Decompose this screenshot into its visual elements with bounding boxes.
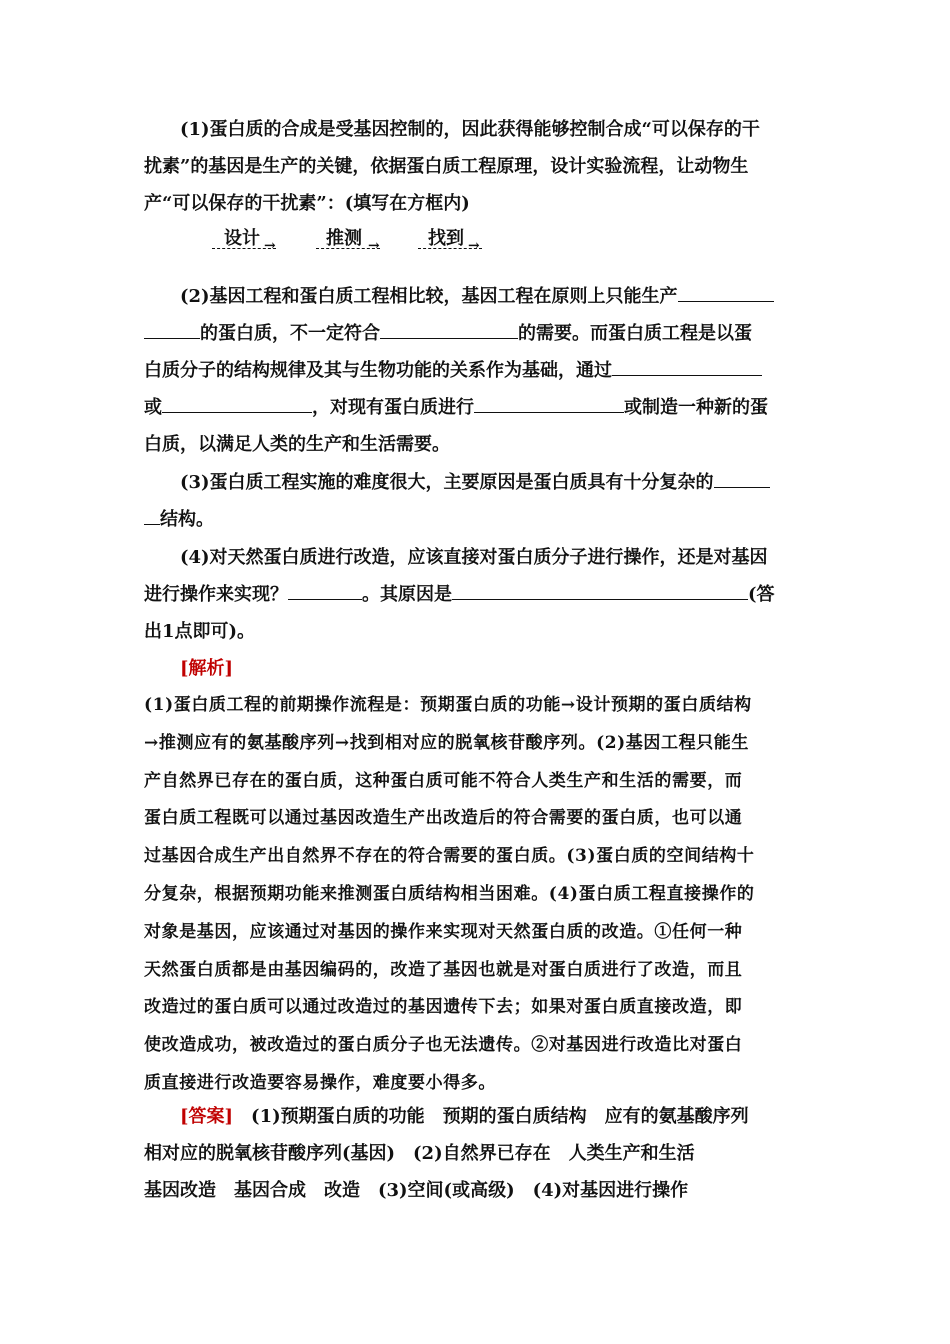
flow-step-design: 设计 [224, 228, 260, 249]
answer-blank[interactable] [380, 316, 518, 339]
answer-block [144, 1098, 804, 1209]
question-3 [144, 464, 804, 538]
analysis-line: 质直接进行改造要容易操作，难度要小得多。 [144, 1072, 496, 1093]
text-line: 产“可以保存的干扰素”：(填写在方框内) [144, 193, 470, 214]
text-line: (4)对天然蛋白质进行改造，应该直接对蛋白质分子进行操作，还是对基因 [180, 547, 768, 568]
analysis-line: 产自然界已存在的蛋白质，这种蛋白质可能不符合人类生产和生活的需要，而 [144, 770, 743, 791]
analysis-text [144, 687, 814, 1103]
arrow-right-icon: → [264, 238, 276, 254]
flow-step-infer: 推测 [326, 228, 362, 249]
answer-blank[interactable] [162, 390, 312, 413]
text-line: [答案] (1)预期蛋白质的功能 预期的蛋白质结构 应有的氨基酸序列 [180, 1106, 749, 1127]
text-line: 的蛋白质，不一定符合 的需要。而蛋白质工程是以蛋 [144, 315, 804, 352]
question-2 [144, 278, 804, 463]
text-line: (2)基因工程和蛋白质工程相比较，基因工程在原则上只能生产 [144, 278, 804, 315]
analysis-line: 过基因合成生产出自然界不存在的符合需要的蛋白质。(3)蛋白质的空间结构十 [144, 846, 755, 867]
text-line: 结构。 [144, 501, 804, 538]
analysis-label: [解析] [180, 658, 234, 679]
text-line: (1)蛋白质的合成是受基因控制的，因此获得能够控制合成“可以保存的干 [180, 119, 760, 140]
text-line: 基因改造 基因合成 改造 (3)空间(或高级) (4)对基因进行操作 [144, 1180, 689, 1201]
question-1 [144, 111, 804, 222]
analysis-line: 改造过的蛋白质可以通过改造过的基因遗传下去；如果对蛋白质直接改造，即 [144, 997, 743, 1018]
answer-blank[interactable] [288, 577, 362, 600]
answer-label: [答案] [180, 1106, 234, 1127]
text-line: 或 ，对现有蛋白质进行 或制造一种新的蛋 [144, 389, 804, 426]
analysis-line: 分复杂，根据预期功能来推测蛋白质结构相当困难。(4)蛋白质工程直接操作的 [144, 883, 755, 904]
text-line: 进行操作来实现？ 。其原因是 (答 [144, 576, 804, 613]
text-line: 白质分子的结构规律及其与生物功能的关系作为基础，通过 [144, 352, 804, 389]
analysis-line: 蛋白质工程既可以通过基因改造生产出改造后的符合需要的蛋白质，也可以通 [144, 808, 743, 829]
flow-diagram [210, 224, 510, 260]
text-line: 相对应的脱氧核苷酸序列(基因) (2)自然界已存在 人类生产和生活 [144, 1143, 695, 1164]
answer-blank[interactable] [678, 279, 774, 302]
analysis-heading [144, 650, 804, 687]
analysis-line: →推测应有的氨基酸序列→找到相对应的脱氧核苷酸序列。(2)基因工程只能生 [144, 732, 750, 753]
text-line: (3)蛋白质工程实施的难度很大，主要原因是蛋白质具有十分复杂的 [144, 464, 804, 501]
text-line: 白质，以满足人类的生产和生活需要。 [144, 434, 450, 455]
analysis-line: 使改造成功，被改造过的蛋白质分子也无法遗传。②对基因进行改造比对蛋白 [144, 1035, 743, 1056]
text-line: 出1点即可)。 [144, 621, 256, 642]
answer-blank[interactable] [714, 465, 770, 488]
answer-blank[interactable] [144, 316, 200, 339]
question-4 [144, 539, 804, 650]
answer-blank[interactable] [474, 390, 624, 413]
analysis-line: 对象是基因，应该通过对基因的操作来实现对天然蛋白质的改造。①任何一种 [144, 921, 743, 942]
flow-step-find: 找到 [428, 228, 464, 249]
analysis-line: 天然蛋白质都是由基因编码的，改造了基因也就是对蛋白质进行了改造，而且 [144, 959, 743, 980]
answer-blank[interactable] [144, 502, 160, 525]
answer-blank[interactable] [612, 353, 762, 376]
analysis-line: (1)蛋白质工程的前期操作流程是：预期蛋白质的功能→设计预期的蛋白质结构 [144, 695, 752, 715]
answer-blank[interactable] [452, 577, 748, 600]
arrow-right-icon: → [368, 238, 380, 254]
arrow-right-icon: → [468, 238, 480, 254]
text-line: 扰素”的基因是生产的关键，依据蛋白质工程原理，设计实验流程，让动物生 [144, 156, 749, 177]
